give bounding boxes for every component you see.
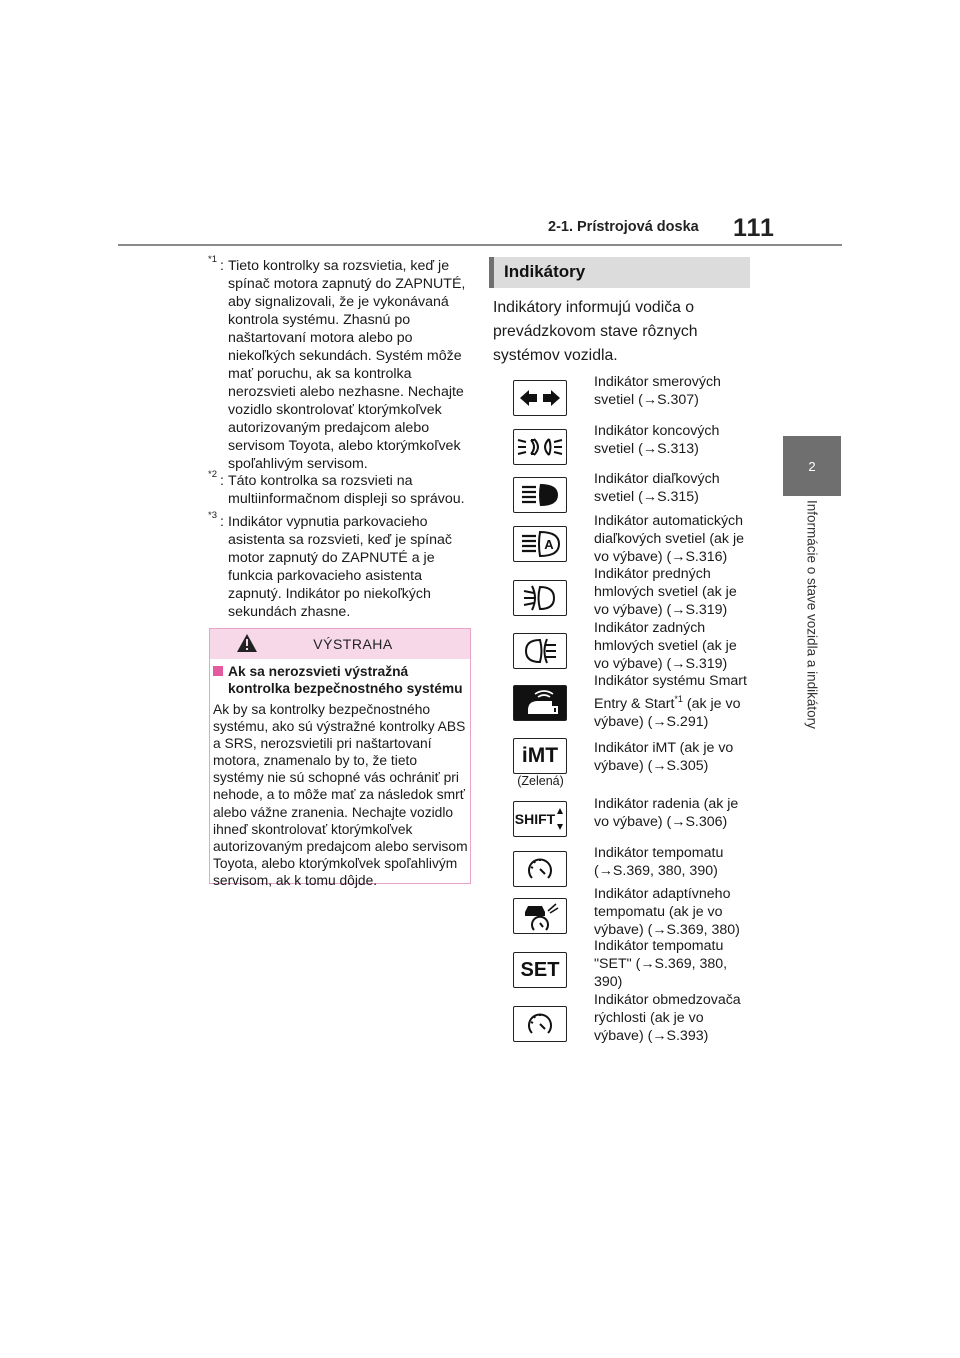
high-beam-icon: [513, 477, 567, 513]
set-icon: SET: [513, 952, 567, 988]
indicator-text: Indikátor adaptívneho tempomatu (ak je vo výbave) (→S.369, 380): [594, 886, 740, 938]
footnote-1: *1 : Tieto kontrolky sa rozsvietia, keď je spínač motora zapnutý do ZAPNUTÉ, aby signalizovali, že je vykonávaná kontrola systému. Zhasnú po naštartovaní motora alebo po niekoľkých sekundách. Systém môže mať poruchu, ak sa kontrolka nerozsvieti alebo nezhasne. Nechajte vozidlo skontrolovať ktorýmkoľvek autorizovaným predajcom alebo servisom Toyota, alebo ktorýmkoľvek spoľahlivým servisom.: [212, 257, 470, 473]
cruise-control-icon: [513, 851, 567, 887]
indicator-text: Indikátor zadných hmlových svetiel (ak je vo výbave) (→S.319): [594, 620, 737, 672]
footnote-mark: *3: [208, 510, 217, 521]
smart-entry-icon: [513, 685, 567, 721]
svg-text:A: A: [544, 537, 554, 552]
indicator-text: Indikátor tempomatu "SET" (→S.369, 380, 390): [594, 938, 728, 990]
tail-light-icon: [513, 429, 567, 465]
chapter-side-label: [783, 500, 841, 770]
rear-fog-light-icon: [513, 633, 567, 669]
indicators-title: Indikátory: [504, 262, 586, 281]
footnote-2: *2 : Táto kontrolka sa rozsvieti na multiinformačnom displeji so správou.: [212, 472, 470, 508]
shift-icon: SHIFT: [513, 801, 567, 837]
indicator-text: Indikátor obmedzovača rýchlosti (ak je vo výbave) (→S.393): [594, 992, 741, 1044]
warning-heading: [213, 663, 467, 697]
chapter-side-text: Informácie o stave vozidla a indikátory: [804, 500, 820, 729]
turn-signal-icon: [513, 380, 567, 416]
adaptive-cruise-icon: [513, 898, 567, 934]
indicators-intro: Indikátory informujú vodiča o prevádzkovom stave rôznych systémov vozidla.: [493, 299, 698, 364]
square-bullet-icon: [213, 666, 223, 676]
footnote-3: *3 : Indikátor vypnutia parkovacieho asistenta sa rozsvieti, keď je spínač motor zapnutý do ZAPNUTÉ a je funkcia parkovacieho asistenta zapnutý. Indikátor po niekoľkých sekundách zhasne.: [212, 513, 470, 621]
footnote-mark: *1: [208, 254, 217, 265]
speed-limiter-icon: [513, 1006, 567, 1042]
page-number: 111: [733, 214, 775, 242]
imt-caption: (Zelená): [517, 774, 564, 788]
indicator-text: Indikátor predných hmlových svetiel (ak je vo výbave) (→S.319): [594, 566, 737, 618]
imt-icon: iMT: [513, 738, 567, 774]
section-title: 2-1. Prístrojová doska: [548, 219, 699, 235]
warning-box: [209, 628, 471, 888]
warning-text: Ak by sa kontrolky bezpečnostného systému, ako sú výstražné kontrolky ABS a SRS, nerozsvietili pri naštartovaní motora, znamenalo by to, že tieto systémy nie sú schopné vás ochrániť pri nehode, a to môže mať za následok smrť alebo vážne zranenia. Nechajte vozidlo ihneď skontrolovať ktorýmkoľvek autorizovaným predajcom alebo servisom Toyota, alebo ktorýmkoľvek spoľahlivým servisom, ak k tomu dôjde.: [213, 702, 468, 888]
footnote-mark: *2: [208, 469, 217, 480]
warning-triangle-icon: [236, 633, 258, 653]
header-divider: [118, 244, 842, 246]
indicator-text: Indikátor diaľkových svetiel (→S.315): [594, 471, 720, 505]
warning-title: VÝSTRAHA: [313, 636, 393, 652]
front-fog-light-icon: [513, 580, 567, 616]
footnote-text: Tieto kontrolky sa rozsvietia, keď je spínač motora zapnutý do ZAPNUTÉ, aby signalizovali, že je vykonávaná kontrola systému. Zhasnú po naštartovaní motora alebo po niekoľkých sekundách. Systém môže mať poruchu, ak sa kontrolka nerozsvieti alebo nezhasne. Nechajte vozidlo skontrolovať ktorýmkoľvek autorizovaným predajcom alebo servisom Toyota, alebo ktorýmkoľvek spoľahlivým servisom.: [228, 258, 466, 472]
indicator-text: Indikátor tempomatu (→S.369, 380, 390): [594, 845, 724, 879]
indicator-text: Indikátor systému Smart Entry & Start$^{*1}$ (ak je vo výbave) (→S.291): [594, 673, 747, 730]
indicators-banner: [489, 257, 750, 288]
chapter-tab: [783, 436, 841, 496]
warning-heading-text: Ak sa nerozsvieti výstražná kontrolka bezpečnostného systému: [228, 664, 463, 696]
indicator-text: Indikátor koncových svetiel (→S.313): [594, 423, 720, 457]
footnote-text: Indikátor vypnutia parkovacieho asistenta sa rozsvieti, keď je spínač motor zapnutý do ZAPNUTÉ a je funkcia parkovacieho asistenta zapnutý. Indikátor po niekoľkých sekundách zhasne.: [228, 514, 453, 620]
indicator-text: Indikátor smerových svetiel (→S.307): [594, 374, 721, 408]
auto-high-beam-icon: [513, 526, 567, 562]
chapter-number: 2: [808, 458, 816, 474]
indicator-text: Indikátor radenia (ak je vo výbave) (→S.306): [594, 796, 739, 830]
indicator-text: Indikátor automatických diaľkových svetiel (ak je vo výbave) (→S.316): [594, 513, 745, 565]
footnote-text: Táto kontrolka sa rozsvieti na multiinformačnom displeji so správou.: [228, 473, 465, 507]
warning-header: [210, 629, 470, 659]
indicator-text: Indikátor iMT (ak je vo výbave) (→S.305): [594, 740, 734, 774]
